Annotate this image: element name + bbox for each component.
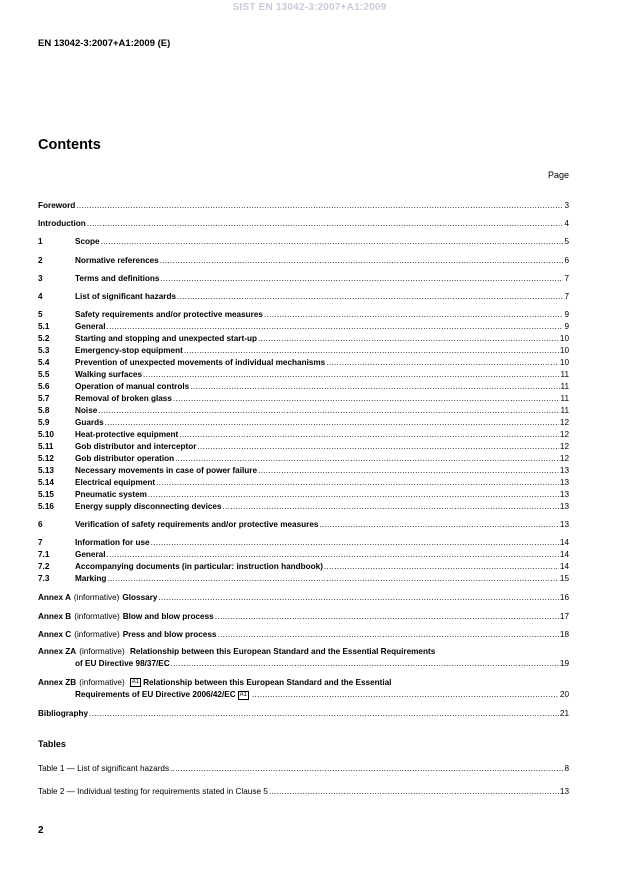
toc-page: 13 [559,787,569,796]
toc-label: Necessary movements in case of power failure [75,466,258,475]
toc-label: Safety requirements and/or protective measures [75,310,263,319]
toc-page: 20 [559,690,569,699]
toc-number: 5.1 [38,322,50,331]
toc-page: 10 [559,358,569,367]
toc-page: 11 [560,406,569,415]
toc-label: Bibliography [38,709,89,718]
leader-dots [148,490,559,500]
toc-entry-annex-c[interactable] [38,630,569,640]
toc-page: 14 [559,562,569,571]
leader-dots [143,370,559,380]
toc-page: 14 [559,550,569,559]
annex-informative: (informative) [74,630,120,639]
toc-number: 5.2 [38,334,50,343]
toc-page: 4 [564,219,569,228]
leader-dots [87,219,564,229]
toc-entry-3[interactable] [38,274,569,284]
toc-label: Electrical equipment [75,478,156,487]
annex-key: Annex ZA [38,647,77,656]
toc-page: 3 [564,201,569,210]
toc-number: 5.15 [38,490,54,499]
toc-page: 10 [559,346,569,355]
leader-dots [217,630,558,640]
toc-label: Accompanying documents (in particular: instruction handbook) [75,562,323,571]
toc-entry-1[interactable] [38,237,569,247]
toc-label: Press and blow process [122,630,217,639]
toc-label: Prevention of unexpected movements of individual mechanisms [75,358,326,367]
leader-dots [107,574,558,584]
toc-page: 18 [559,630,569,639]
toc-label: Operation of manual controls [75,382,190,391]
leader-dots [269,787,559,797]
toc-entry-2[interactable] [38,256,569,266]
leader-dots [179,430,559,440]
toc-label: Pneumatic system [75,490,147,499]
toc-number: 4 [38,292,43,301]
toc-label: Emergency-stop equipment [75,346,183,355]
toc-label: Starting and stopping and unexpected start-up [75,334,257,343]
toc-number: 5 [38,310,43,319]
toc-entry-table-1[interactable] [38,764,569,774]
toc-number: 5.5 [38,370,50,379]
leader-dots [173,394,560,404]
leader-dots [258,466,559,476]
toc-label: of EU Directive 98/37/EC [75,659,170,668]
toc-page: 15 [559,574,569,583]
toc-entry-7[interactable] [38,538,569,548]
toc-label: Gob distributor and interceptor [75,442,197,451]
leader-dots [107,550,559,560]
toc-entry-annex-zb-line2[interactable] [75,690,569,700]
footer-page-number: 2 [38,825,44,836]
toc-entry-5-3[interactable] [38,346,569,356]
toc-label: Energy supply disconnecting devices [75,502,222,511]
leader-dots [76,201,563,211]
page-title: Contents [38,137,101,153]
toc-entry-5-6[interactable] [38,382,569,392]
document-id: EN 13042-3:2007+A1:2009 (E) [38,38,171,49]
toc-entry-foreword[interactable] [38,201,569,211]
leader-dots [326,358,559,368]
toc-label: Gob distributor operation [75,454,175,463]
toc-number: 5.11 [38,442,54,451]
toc-label: List of significant hazards [75,292,176,301]
toc-label: Scope [75,237,100,246]
toc-page: 9 [564,322,569,331]
toc-label: Introduction [38,219,86,228]
toc-entry-7-3[interactable] [38,574,569,584]
toc-page: 12 [559,454,569,463]
toc-number: 5.6 [38,382,50,391]
leader-dots [177,292,563,302]
leader-dots [264,310,564,320]
toc-number: 5.14 [38,478,54,487]
toc-number: 7.2 [38,562,50,571]
annex-key: Annex C [38,630,72,639]
leader-dots [184,346,559,356]
toc-page: 13 [559,466,569,475]
toc-entry-5-12[interactable] [38,454,569,464]
toc-entry-annex-za-line1[interactable] [38,647,435,657]
toc-entry-bibliography[interactable] [38,709,569,719]
toc-label: Information for use [75,538,150,547]
toc-number: 7.1 [38,550,50,559]
toc-entry-5-16[interactable] [38,502,569,512]
leader-dots [197,442,558,452]
leader-dots [151,538,559,548]
toc-entry-introduction[interactable] [38,219,569,229]
toc-label: Table 1 — List of significant hazards [38,764,170,773]
toc-label: Requirements of EU Directive 2006/42/EC [75,690,236,699]
toc-entry-5-13[interactable] [38,466,569,476]
toc-label: Foreword [38,201,76,210]
annex-informative: (informative) [79,647,125,656]
toc-number: 7.3 [38,574,50,583]
toc-label: General [75,322,106,331]
leader-dots [175,454,559,464]
toc-label: Guards [75,418,104,427]
leader-dots [105,418,559,428]
toc-entry-4[interactable] [38,292,569,302]
leader-dots [190,382,559,392]
toc-label: Marking [75,574,107,583]
toc-entry-5-7[interactable] [38,394,569,404]
toc-number: 5.9 [38,418,50,427]
toc-number: 5.10 [38,430,54,439]
leader-dots [158,593,558,603]
toc-entry-5-5[interactable] [38,370,569,380]
toc-entry-5-14[interactable] [38,478,569,488]
toc-number: 5.12 [38,454,54,463]
leader-dots [160,274,563,284]
leader-dots [156,478,559,488]
toc-page: 11 [560,394,569,403]
toc-page: 13 [559,520,569,529]
leader-dots [171,659,559,669]
toc-number: 5.4 [38,358,50,367]
toc-entry-6[interactable] [38,520,569,530]
toc-number: 2 [38,256,43,265]
toc-page: 13 [559,490,569,499]
page-column-label: Page [547,170,569,180]
toc-number: 1 [38,237,43,246]
toc-entry-7-2[interactable] [38,562,569,572]
leader-dots [324,562,559,572]
leader-dots [98,406,559,416]
amendment-start-marker: A1 [131,679,140,686]
toc-page: 8 [564,764,569,773]
annex-informative: (informative) [74,612,120,621]
annex-informative: (informative) [73,593,120,602]
toc-label: Relationship between this European Standard and the Essential Requirements [130,647,436,656]
toc-page: 11 [560,382,569,391]
toc-page: 6 [564,256,569,265]
toc-label: Verification of safety requirements and/or protective measures [75,520,319,529]
toc-entry-5-1[interactable] [38,322,569,332]
toc-page: 16 [559,593,569,602]
toc-entry-annex-b[interactable] [38,612,569,622]
tables-heading: Tables [38,739,66,749]
toc-page: 11 [560,370,569,379]
toc-page: 17 [559,612,569,621]
toc-page: 10 [559,334,569,343]
toc-number: 6 [38,520,43,529]
toc-label: Normative references [75,256,159,265]
leader-dots [319,520,558,530]
leader-dots [252,690,559,700]
watermark: SIST EN 13042-3:2007+A1:2009 [232,2,387,13]
toc-entry-5[interactable] [38,310,569,320]
annex-informative: (informative) [79,678,125,687]
toc-entry-annex-za-line2[interactable] [75,659,569,669]
annex-key: Annex B [38,612,72,621]
toc-label: Glossary [122,593,158,602]
toc-entry-5-9[interactable] [38,418,569,428]
toc-number: 5.3 [38,346,50,355]
toc-label: Terms and definitions [75,274,160,283]
toc-entry-annex-zb-line1[interactable] [38,678,391,688]
leader-dots [258,334,559,344]
toc-entry-5-10[interactable] [38,430,569,440]
toc-page: 12 [559,430,569,439]
toc-label: Table 2 — Individual testing for requirements stated in Clause 5 [38,787,268,796]
toc-page: 21 [559,709,569,718]
annex-key: Annex ZB [38,678,77,687]
toc-page: 13 [559,502,569,511]
toc-label: General [75,550,106,559]
leader-dots [215,612,559,622]
leader-dots [160,256,564,266]
toc-entry-annex-a[interactable] [38,593,569,603]
toc-page: 14 [559,538,569,547]
leader-dots [101,237,564,247]
toc-label: Walking surfaces [75,370,143,379]
toc-page: 12 [559,442,569,451]
toc-number: 5.8 [38,406,50,415]
toc-label: Removal of broken glass [75,394,172,403]
amendment-end-marker: A1 [239,692,247,698]
toc-entry-table-2[interactable] [38,787,569,797]
annex-key: Annex A [38,593,71,602]
toc-entry-5-4[interactable] [38,358,569,368]
toc-number: 5.13 [38,466,54,475]
toc-number: 5.16 [38,502,54,511]
toc-label: Noise [75,406,98,415]
toc-page: 7 [564,292,569,301]
toc-page: 12 [559,418,569,427]
leader-dots [107,322,564,332]
toc-entry-5-11[interactable] [38,442,569,452]
toc-number: 5.7 [38,394,50,403]
toc-page: 19 [559,659,569,668]
toc-entry-5-2[interactable] [38,334,569,344]
leader-dots [89,709,559,719]
toc-label: Relationship between this European Standard and the Essential [143,678,392,687]
toc-label: Blow and blow process [122,612,214,621]
toc-entry-5-15[interactable] [38,490,569,500]
toc-label: Heat-protective equipment [75,430,179,439]
toc-page: 7 [564,274,569,283]
leader-dots [223,502,559,512]
toc-page: 9 [564,310,569,319]
toc-page: 5 [564,237,569,246]
toc-page: 13 [559,478,569,487]
toc-number: 3 [38,274,43,283]
toc-entry-5-8[interactable] [38,406,569,416]
toc-number: 7 [38,538,43,547]
toc-entry-7-1[interactable] [38,550,569,560]
leader-dots [170,764,563,774]
